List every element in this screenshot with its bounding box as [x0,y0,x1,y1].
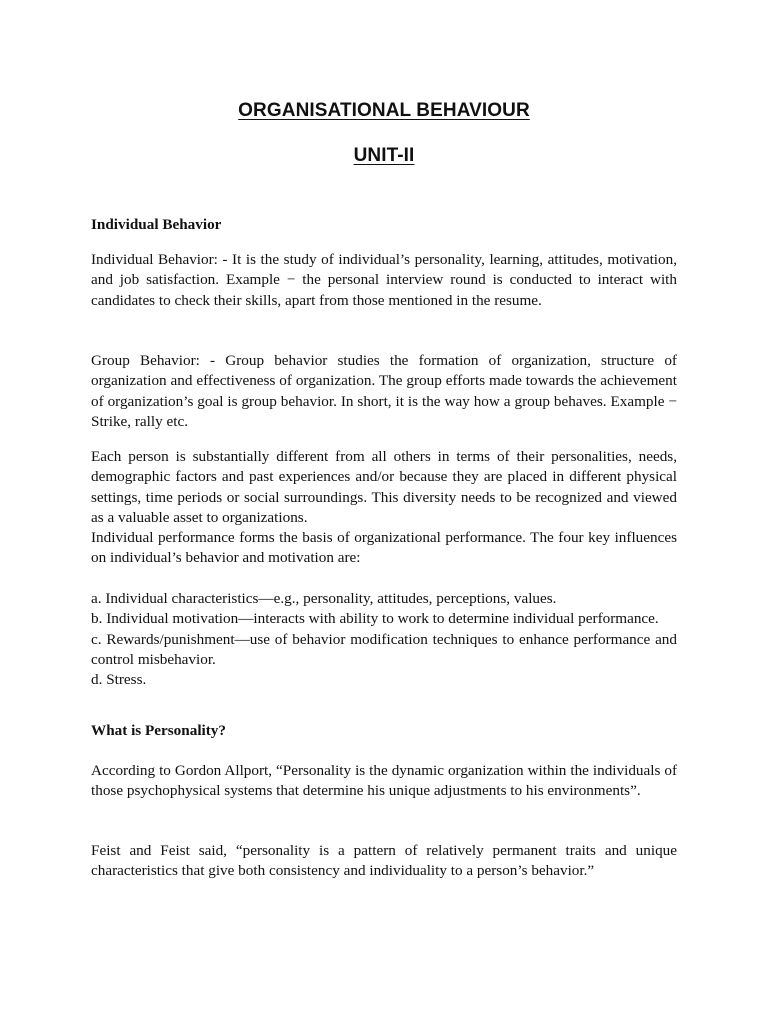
paragraph-individual-performance: Individual performance forms the basis of organizational performance. The four key influences on individual’s behavior and motivation are: [91,529,677,567]
influences-list [91,589,677,690]
paragraph-group-behavior: Group Behavior: - Group behavior studies the formation of organization, structure of organization and effectiveness of organization. The group efforts made towards the achievement of organization’s goal is group behavior. In short, it is the way how a group behaves. Example − Strike, rally etc. [91,352,677,430]
list-item: d. Stress. [91,671,147,689]
document-title: ORGANISATIONAL BEHAVIOUR [238,100,530,121]
unit-heading: UNIT-II [353,145,415,166]
paragraph-allport-definition: According to Gordon Allport, “Personality is the dynamic organization within the individuals of those psychophysical systems that determine his unique adjustments to his environments”. [91,762,677,800]
section-heading-personality: What is Personality? [91,722,226,739]
list-item: a. Individual characteristics—e.g., personality, attitudes, perceptions, values. [91,590,557,607]
paragraph-individual-behavior: Individual Behavior: - It is the study of individual’s personality, learning, attitudes, motivation, and job satisfaction. Example − the personal interview round is conducted to interact with candidates to check their skills, apart from those mentioned in the resume. [91,251,677,309]
paragraph-individual-differences: Each person is substantially different from all others in terms of their personalities, needs, demographic factors and past experiences and/or because they are placed in different physical settings, time periods or social surroundings. This diversity needs to be recognized and viewed as a valuable asset to organizations. [91,448,677,526]
paragraph-feist-definition: Feist and Feist said, “personality is a pattern of relatively permanent traits and unique characteristics that give both consistency and individuality to a person’s behavior.” [91,842,677,880]
section-heading-individual-behavior: Individual Behavior [91,216,222,233]
list-item: b. Individual motivation—interacts with ability to work to determine individual performance. [91,610,659,628]
list-item: c. Rewards/punishment—use of behavior modification techniques to enhance performance and control misbehavior. [91,630,677,668]
